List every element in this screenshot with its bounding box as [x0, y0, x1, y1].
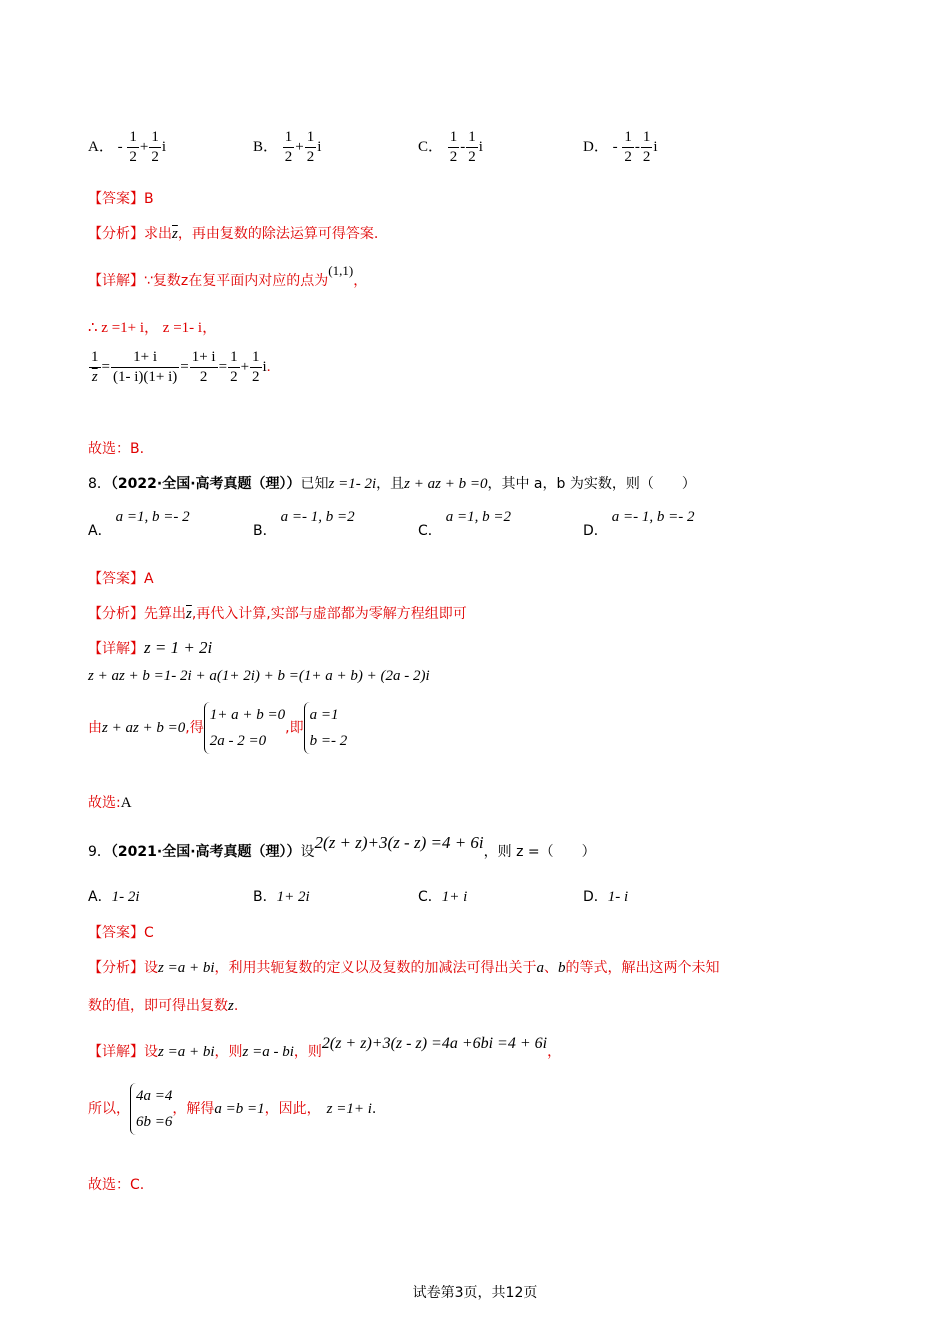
q8-option-d: D．a =- 1, b =- 2	[583, 509, 695, 539]
q8-expand: z + az + b =1- 2i + a(1+ 2i) + b =(1+ a + b) + (2a - 2)i	[88, 668, 430, 684]
q7-option-a: A． - $\frac{1}{2}$ + $\frac{1}{2}$ i	[88, 129, 166, 165]
q8-system: 由z + az + b =0,得 1+ a + b =0 2a - 2 =0 ,即 a =1 b =- 2	[88, 702, 347, 754]
q8-option-c: C．a =1, b =2	[418, 509, 512, 539]
q9-answer: 【答案】C	[88, 925, 154, 941]
q7-conclusion: 故选：B.	[88, 441, 145, 457]
q9-option-a: A．1- 2i	[88, 889, 140, 905]
q8-option-a: A．a =1, b =- 2	[88, 509, 190, 539]
q9-stem: 9．（2021·全国·高考真题（理））设2(z + z)+3(z - z) =4 + 6i，则 z =（ ）	[88, 833, 596, 860]
q9-analysis-line2: 数的值，即可得出复数z.	[88, 998, 239, 1014]
q7-option-b: B． $\frac{1}{2}$ + $\frac{1}{2}$ i	[253, 129, 322, 165]
q9-analysis: 【分析】设z =a + bi，利用共轭复数的定义以及复数的加减法可得出关于a、b的等式，解出这两个未知	[88, 960, 720, 976]
q7-answer: 【答案】B	[88, 191, 154, 207]
q7-option-d: D． - $\frac{1}{2}$ - $\frac{1}{2}$ i	[583, 129, 658, 165]
q7-detail: 【详解】∵复数z在复平面内对应的点为(1,1)，	[88, 263, 368, 289]
q7-option-c: C． $\frac{1}{2}$ - $\frac{1}{2}$ i	[418, 129, 483, 165]
q8-stem: 8．（2022·全国·高考真题（理））已知z =1- 2i，且z + az + b =0，其中 a，b 为实数，则（ ）	[88, 476, 696, 492]
q7-step1: ∴ z =1+ i， z =1- i，	[88, 320, 218, 336]
q8-analysis: 【分析】先算出$\overline{z}$,再代入计算,实部与虚部都为零解方程组即可	[88, 606, 467, 622]
q7-step2: $\frac{1}{z}$ = $\frac{1+ i}{(1- i)(1+ i)}$ = $\frac{1+ i}{2}$ = $\frac{1}{2}$ + $\frac{1}{2}$ i.	[91, 349, 271, 385]
q9-option-b: B．1+ 2i	[253, 889, 310, 905]
q9-option-c: C．1+ i	[418, 889, 468, 905]
q9-option-d: D．1- i	[583, 889, 629, 905]
q8-answer: 【答案】A	[88, 571, 154, 587]
q7-analysis: 【分析】求出$\overline{z}$，再由复数的除法运算可得答案.	[88, 226, 379, 242]
q9-detail: 【详解】设z =a + bi，则z =a - bi，则2(z + z)+3(z - z) =4a +6bi =4 + 6i，	[88, 1035, 562, 1060]
page-footer: 试卷第3页，共12页	[412, 1285, 538, 1301]
q8-option-b: B．a =- 1, b =2	[253, 509, 355, 539]
q8-conclusion: 故选:A	[88, 795, 132, 811]
q9-system: 所以， 4a =4 6b =6 ，解得a =b =1，因此， z =1+ i.	[88, 1083, 376, 1135]
q9-conclusion: 故选：C.	[88, 1177, 145, 1193]
q8-detail: 【详解】z = 1 + 2i	[88, 638, 213, 657]
